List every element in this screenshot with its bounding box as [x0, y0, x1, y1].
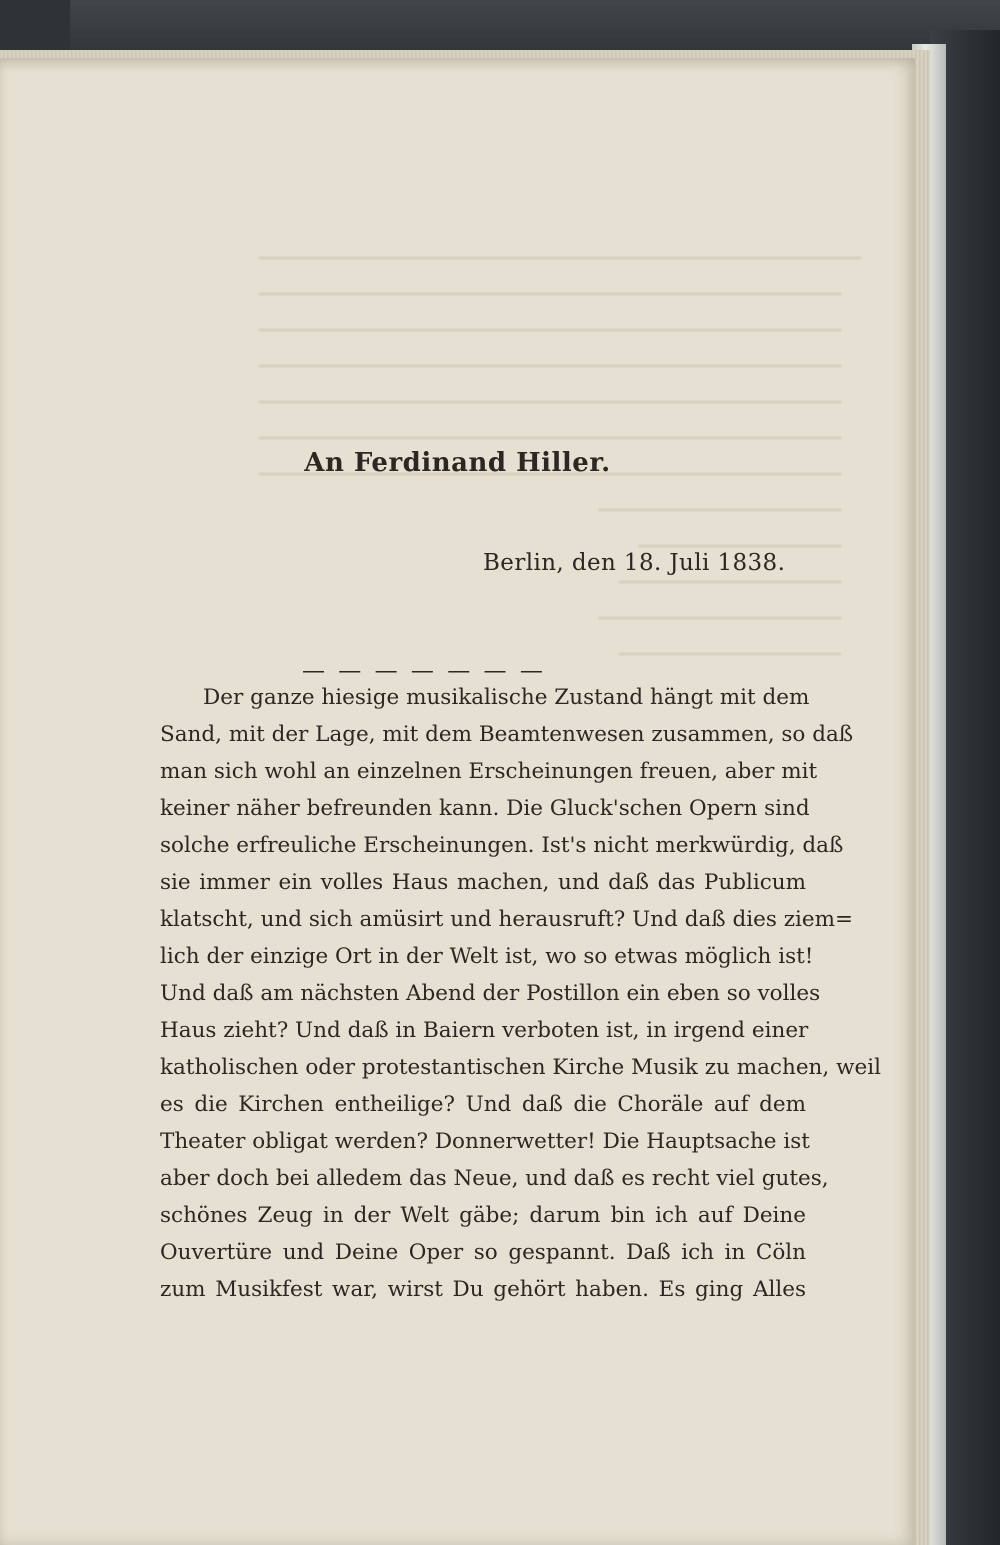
body-line: Und daß am nächsten Abend der Postillon ein eben so volles [160, 981, 821, 1006]
body-line: Haus zieht? Und daß in Baiern verboten ist, in irgend einer [160, 1018, 809, 1043]
letter-title: An Ferdinand Hiller. [304, 448, 611, 478]
section-separator: — — — — — — — [302, 658, 546, 684]
book-page [0, 58, 915, 1545]
body-line: zum Musikfest war, wirst Du gehört haben. Es ging Alles [160, 1277, 806, 1302]
body-line: sie immer ein volles Haus machen, und daß das Publicum [160, 870, 806, 895]
body-line: aber doch bei alledem das Neue, und daß es recht viel gutes, [160, 1166, 829, 1191]
body-line: es die Kirchen entheilige? Und daß die Choräle auf dem [160, 1092, 806, 1117]
body-line: Sand, mit der Lage, mit dem Beamtenwesen zusammen, so daß [160, 722, 854, 747]
body-line: lich der einzige Ort in der Welt ist, wo so etwas möglich ist! [160, 944, 814, 969]
letter-dateline: Berlin, den 18. Juli 1838. [483, 550, 786, 576]
body-line: Der ganze hiesige musikalische Zustand hängt mit dem [203, 685, 810, 710]
body-line: solche erfreuliche Erscheinungen. Ist's nicht merkwürdig, daß [160, 833, 844, 858]
body-line: schönes Zeug in der Welt gäbe; darum bin ich auf Deine [160, 1203, 806, 1228]
body-line: katholischen oder protestantischen Kirche Musik zu machen, weil [160, 1055, 881, 1080]
body-line: keiner näher befreunden kann. Die Gluck'schen Opern sind [160, 796, 810, 821]
body-line: Ouvertüre und Deine Oper so gespannt. Daß ich in Cöln [160, 1240, 806, 1265]
body-line: Theater obligat werden? Donnerwetter! Die Hauptsache ist [160, 1129, 810, 1154]
body-line: klatscht, und sich amüsirt und herausruft? Und daß dies ziem= [160, 907, 854, 932]
body-line: man sich wohl an einzelnen Erscheinungen freuen, aber mit [160, 759, 818, 784]
